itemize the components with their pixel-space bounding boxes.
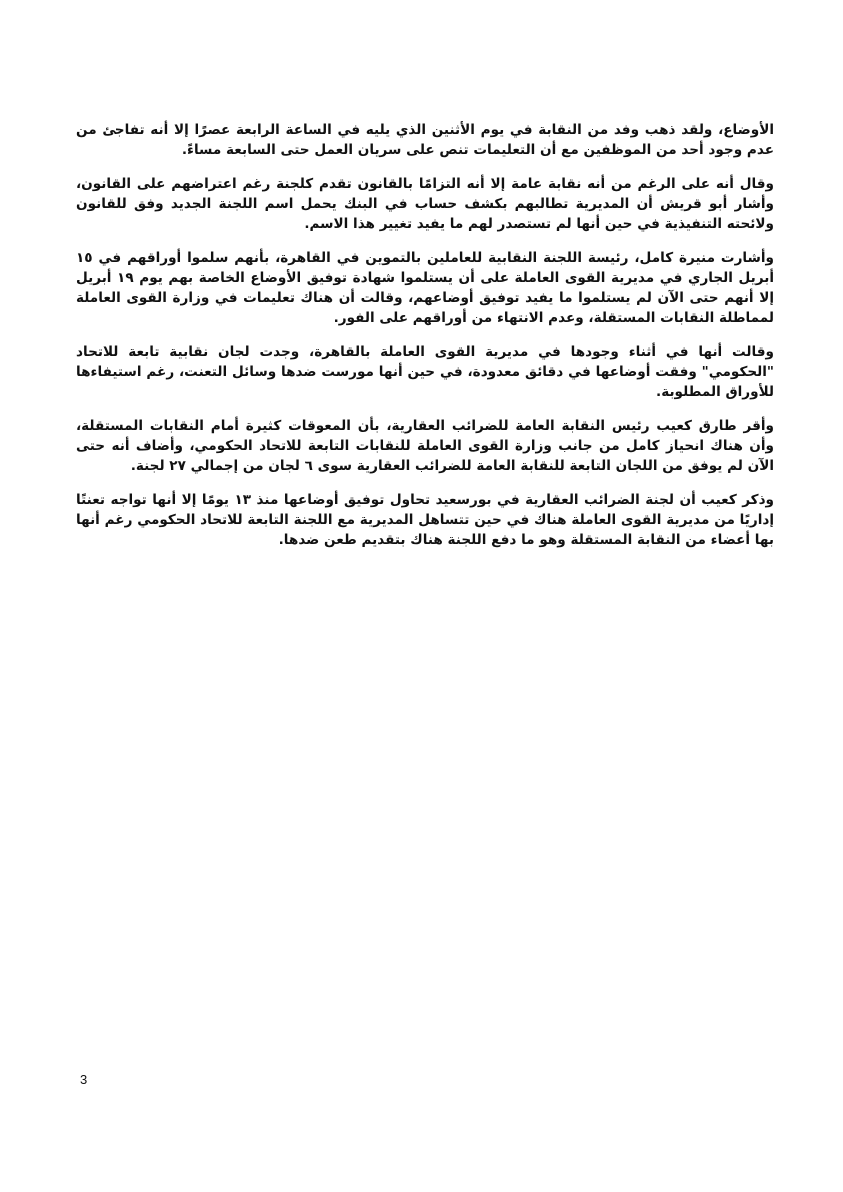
paragraph: الأوضاع، ولقد ذهب وفد من النقابة في يوم الأثنين الذي يليه في الساعة الرابعة عصرًا إلا أنه تفاجئ من عدم وجود أحد من الموظفين مع أن التعليمات تنص على سريان العمل حتى السابعة مساءً. <box>76 122 774 158</box>
paragraph: وقالت أنها في أثناء وجودها في مديرية القوى العاملة بالقاهرة، وجدت لجان نقابية تابعة للاتحاد "الحكومي" وفقت أوضاعها في دقائق معدودة، في حين أنها مورست ضدها وسائل التعنت، رغم استيفاءها للأوراق المطلوبة. <box>76 344 774 400</box>
paragraph: وأقر طارق كعيب رئيس النقابة العامة للضرائب العقارية، بأن المعوقات كثيرة أمام النقابات المستقلة، وأن هناك انحياز كامل من جانب وزارة القوى العاملة للنقابات التابعة للاتحاد الحكومي، وأضاف أنه حتى الآن لم يوفق من اللجان التابعة للنقابة العامة للضرائب العقارية سوى ٦ لجان من إجمالي ٢٧ لجنة. <box>76 418 774 474</box>
paragraph: وأشارت منيرة كامل، رئيسة اللجنة النقابية للعاملين بالتموين في القاهرة، بأنهم سلموا أوراقهم في ١٥ أبريل الجاري في مديرية القوى العاملة على أن يستلموا شهادة توفيق الأوضاع الخاصة بهم يوم ١٩ أبريل إلا أنهم حتى الآن لم يستلموا ما يفيد توفيق أوضاعهم، وقالت أن هناك تعليمات في وزارة القوى العاملة لمماطلة النقابات المستقلة، وعدم الانتهاء من أوراقهم على الفور. <box>76 250 774 326</box>
document-body <box>76 120 774 564</box>
paragraph: وذكر كعيب أن لجنة الضرائب العقارية في بورسعيد تحاول توفيق أوضاعها منذ ١٣ يومًا إلا أنها تواجه تعنتًا إداريًا من مديرية القوى العاملة هناك في حين تتساهل المديرية مع اللجنة التابعة للاتحاد الحكومي رغم أنها بها أعضاء من النقابة المستقلة وهو ما دفع اللجنة هناك بتقديم طعن ضدها. <box>76 492 774 548</box>
page-number: 3 <box>80 1072 88 1087</box>
paragraph: وقال أنه على الرغم من أنه نقابة عامة إلا أنه التزامًا بالقانون تقدم كلجنة رغم اعتراضهم على القانون، وأشار أبو قريش أن المديرية تطالبهم بكشف حساب في البنك يحمل اسم اللجنة الجديد وفق للقانون ولائحته التنفيذية في حين أنها لم تستصدر لهم ما يفيد تغيير هذا الاسم. <box>76 176 774 232</box>
